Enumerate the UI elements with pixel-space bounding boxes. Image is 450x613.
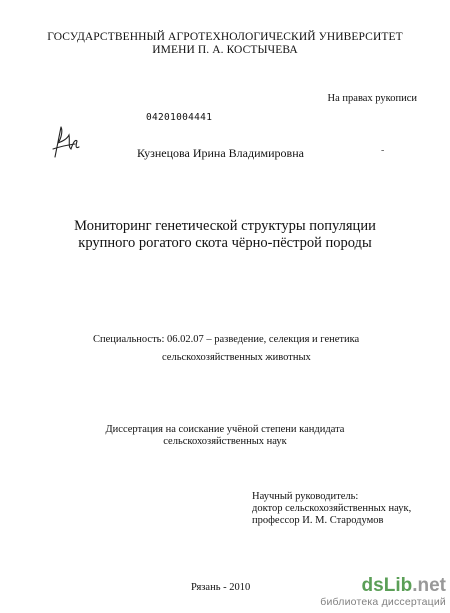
dissertation-degree (0, 424, 450, 448)
university-line-2: ИМЕНИ П. А. КОСТЫЧЕВА (152, 44, 298, 56)
title-line-1: Мониторинг генетической структуры популяции (74, 218, 376, 234)
specialty-line-2: сельскохозяйственных животных (162, 352, 311, 363)
university-name (0, 31, 450, 57)
watermark-tagline: библиотека диссертаций (320, 596, 446, 608)
supervisor-degree: доктор сельскохозяйственных наук, (252, 503, 412, 514)
title-line-2: крупного рогатого скота чёрно-пёстрой породы (78, 235, 372, 251)
watermark-logo (320, 576, 446, 596)
site-watermark[interactable] (320, 576, 446, 608)
dissertation-title (0, 218, 450, 252)
supervisor-label: Научный руководитель: (252, 491, 359, 502)
handwritten-signature (49, 119, 83, 161)
supervisor-name: профессор И. М. Стародумов (252, 515, 384, 526)
degree-line-1: Диссертация на соискание учёной степени кандидата (105, 424, 345, 435)
specialty-line-1: Специальность: 06.02.07 – разведение, селекция и генетика (93, 334, 360, 345)
document-number: 04201004441 (146, 112, 213, 123)
author-mark: - (381, 145, 385, 156)
watermark-domain: .net (412, 575, 446, 596)
university-line-1: ГОСУДАРСТВЕННЫЙ АГРОТЕХНОЛОГИЧЕСКИЙ УНИВЕРСИТЕТ (47, 31, 403, 43)
scientific-supervisor (252, 491, 411, 527)
manuscript-rights: На правах рукописи (327, 93, 417, 104)
watermark-brand: dsLib (361, 575, 413, 596)
city-year: Рязань - 2010 (191, 582, 251, 593)
degree-line-2: сельскохозяйственных наук (163, 436, 287, 447)
author-name: Кузнецова Ирина Владимировна (137, 146, 304, 160)
